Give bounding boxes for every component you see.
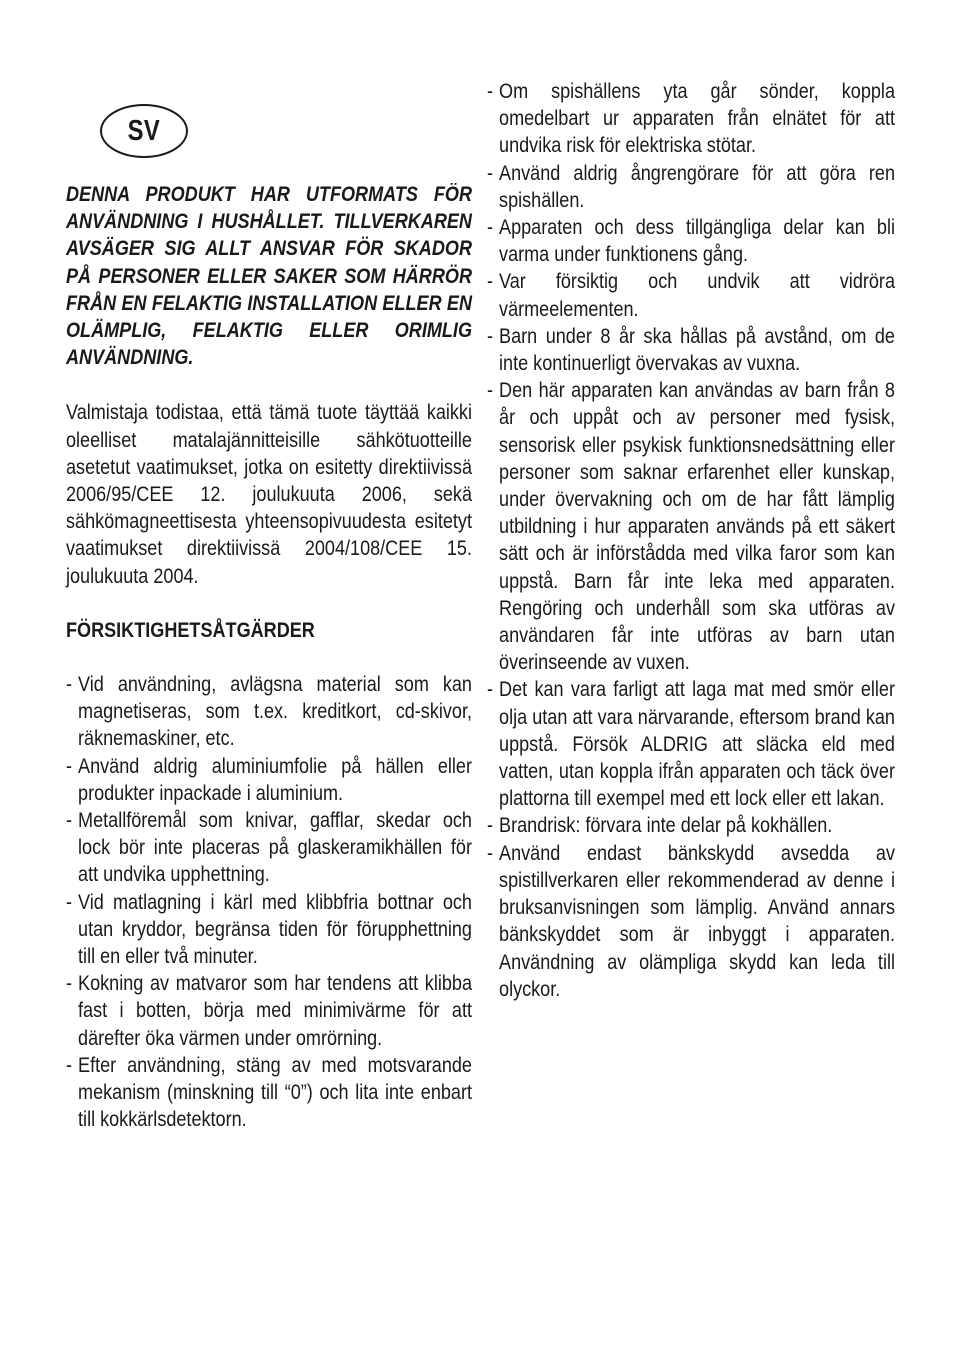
right-column [487,78,895,1003]
list-item: - Vid matlagning i kärl med klibbfria bottnar och utan kryddor, begränsa tiden för förupphettning till en eller två minuter. [66,889,472,971]
list-item: - Barn under 8 år ska hållas på avstånd, om de inte kontinuerligt övervakas av vuxna. [487,323,895,377]
list-item: - Metallföremål som knivar, gafflar, skedar och lock bör inte placeras på glaskeramikhällen för att undvika upphettning. [66,807,472,889]
list-item: - Var försiktig och undvik att vidröra värmeelementen. [487,268,895,322]
list-item: - Apparaten och dess tillgängliga delar kan bli varma under funktionens gång. [487,214,895,268]
liability-disclaimer: DENNA PRODUKT HAR UTFORMATS FÖR ANVÄNDNING I HUSHÅLLET. TILLVERKAREN AVSÄGER SIG ALLT ANSVAR FÖR SKADOR PÅ PERSONER ELLER SAKER SOM HÄRRÖR FRÅN EN FELAKTIG INSTALLATION ELLER EN OLÄMPLIG, FELAKTIG ELLER ORIMLIG ANVÄNDNING. [66,183,472,370]
list-item: - Det kan vara farligt att laga mat med smör eller olja utan att vara närvarande, eftersom brand kan uppstå. Försök ALDRIG att släcka eld med vatten, utan koppla ifrån apparaten och täck över plattorna till exempel med ett lock eller ett lakan. [487,676,895,812]
list-item: - Använd aldrig ångrengörare för att göra ren spishällen. [487,160,895,214]
left-column-content [66,181,472,1134]
precautions-list-continued [487,78,895,1003]
list-item: - Efter användning, stäng av med motsvarande mekanism (minskning till “0”) och lita inte enbart till kokkärlsdetektorn. [66,1052,472,1134]
list-item: - Använd endast bänkskydd avsedda av spistillverkaren eller rekommenderad av denne i bruksanvisningen som lämplig. Använd annars bänkskyddet som är inbyggt i apparaten. Användning av olämpliga skydd kan leda till olyckor. [487,840,895,1003]
section-title-precautions: FÖRSIKTIGHETSÅTGÄRDER [66,618,315,642]
language-code: SV [127,114,161,147]
list-item: - Använd aldrig aluminiumfolie på hällen eller produkter inpackade i aluminium. [66,753,472,807]
list-item: - Kokning av matvaror som har tendens att klibba fast i botten, börja med minimivärme för att därefter öka värmen under omrörning. [66,970,472,1052]
conformity-declaration: Valmistaja todistaa, että tämä tuote täyttää kaikki oleelliset matalajännitteisille sähkötuotteille asetetut vaatimukset, jotka on esitetty direktiivissä 2006/95/CEE 12. joulukuuta 2006, sekä sähkömagneettisesta yhteensopivuudesta esitetyt vaatimukset direktiivissä 2004/108/CEE 15. joulukuuta 2004. [66,401,472,588]
precautions-list [66,671,472,1133]
list-item: - Om spishällens yta går sönder, koppla omedelbart ur apparaten från elnätet för att undvika risk för elektriska stötar. [487,78,895,160]
language-badge [100,104,188,158]
list-item: - Den här apparaten kan användas av barn från 8 år och uppåt och av personer med fysisk, sensorisk eller psykisk funktionsnedsättning eller personer som saknar erfarenhet eller kunskap, under övervakning och om de har fått lämplig utbildning i hur apparaten används på ett säkert sätt och är införstådda med vilka faror som kan uppstå. Barn får inte leka med apparaten. Rengöring och underhåll som ska utföras av användaren får inte utföras av barn utan överinseende av vuxen. [487,377,895,676]
list-item: - Vid användning, avlägsna material som kan magnetiseras, som t.ex. kreditkort, cd-skivor, räknemaskiner, etc. [66,671,472,753]
right-column-content [487,78,895,1003]
list-item: - Brandrisk: förvara inte delar på kokhällen. [487,812,895,839]
left-column [66,181,472,1134]
